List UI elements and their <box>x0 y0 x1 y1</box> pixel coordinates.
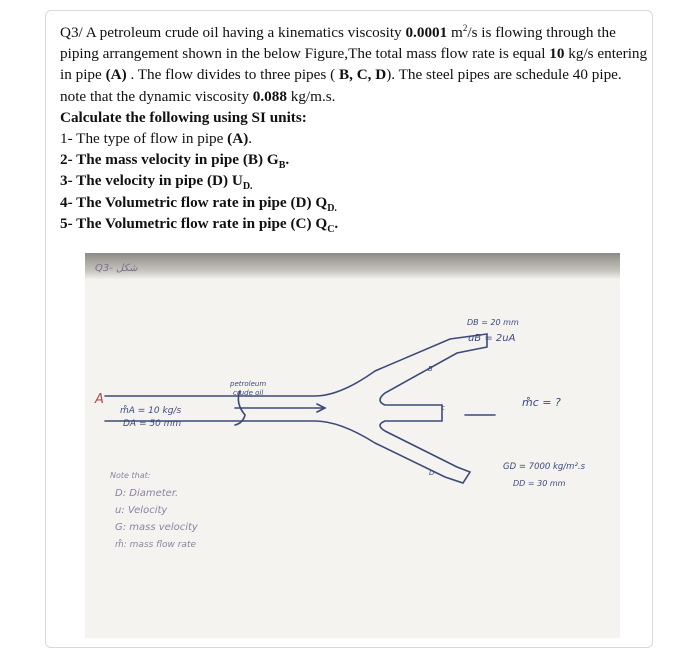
viscosity-value: 0.0001 <box>405 24 448 41</box>
label-db: DB = 20 mm <box>467 318 519 327</box>
label-d: D <box>429 469 435 477</box>
label-b: B <box>428 365 433 373</box>
intro-a: A petroleum crude oil having a kinematics viscosity <box>82 24 406 41</box>
label-ma: m̊A = 10 kg/s <box>120 406 182 416</box>
note-line: u: Velocity <box>115 505 168 516</box>
viscosity-unit: m <box>447 24 463 41</box>
label-crude-oil: crude oil <box>233 389 264 397</box>
dyn-visc-value: 0.088 <box>252 87 287 105</box>
note-line: D: Diameter. <box>115 488 179 499</box>
viscosity-unit-tail: /s <box>467 24 478 41</box>
task-item: 3- The velocity in pipe (D) $U_{D.}$ <box>60 172 253 193</box>
intro-d: ). The steel pipes are schedule 40 pipe. note that the dynamic viscosity <box>60 66 622 105</box>
note-title: Note that: <box>110 471 151 480</box>
label-a: A <box>95 392 104 407</box>
task-heading: Calculate the following using SI units: <box>60 108 307 126</box>
label-petroleum: petroleum <box>230 380 267 388</box>
label-dd: DD = 30 mm <box>513 479 566 488</box>
question-number: Q3/ <box>60 24 83 41</box>
flow-value: 10 <box>549 45 565 63</box>
task-item: 5- The Volumetric flow rate in pipe (C) $Q_C$. <box>60 214 339 235</box>
question-paragraph <box>60 22 650 107</box>
label-mc: m̊c = ? <box>522 396 561 409</box>
pipes-bcd: B, C, D <box>338 66 387 84</box>
intro-c: . The flow divides to three pipes ( <box>126 66 339 84</box>
question-text <box>60 22 650 234</box>
label-ub: uB = 2uA <box>468 333 516 344</box>
label-gd: GD = 7000 kg/m².s <box>503 462 585 472</box>
label-da: DA = 50 mm <box>123 419 182 429</box>
task-item: 2- The mass velocity in pipe (B) $G_B$. <box>60 151 290 172</box>
task-item: 4- The Volumetric flow rate in pipe (D) $Q_{D.}$ <box>60 193 337 214</box>
piping-diagram <box>85 253 620 638</box>
task-item: 1- The type of flow in pipe (A). <box>60 130 253 148</box>
pipe-a-ref: (A) <box>105 66 127 84</box>
flow-arrow <box>235 404 325 412</box>
note-line: m̊: mass flow rate <box>115 540 197 550</box>
dyn-visc-unit: kg/m.s. <box>286 87 336 105</box>
corner-note: Q3- شكل <box>95 263 138 274</box>
label-c: c <box>441 404 445 412</box>
note-line: G: mass velocity <box>115 522 198 533</box>
intro-b: is flowing through the piping arrangement shown in the below Figure,The total mass flow rate is equal <box>60 24 616 63</box>
viscosity-unit-exp: 2 <box>462 22 468 33</box>
whiteboard-photo <box>85 253 620 638</box>
flow-unit: kg/s entering in pipe <box>60 45 648 84</box>
